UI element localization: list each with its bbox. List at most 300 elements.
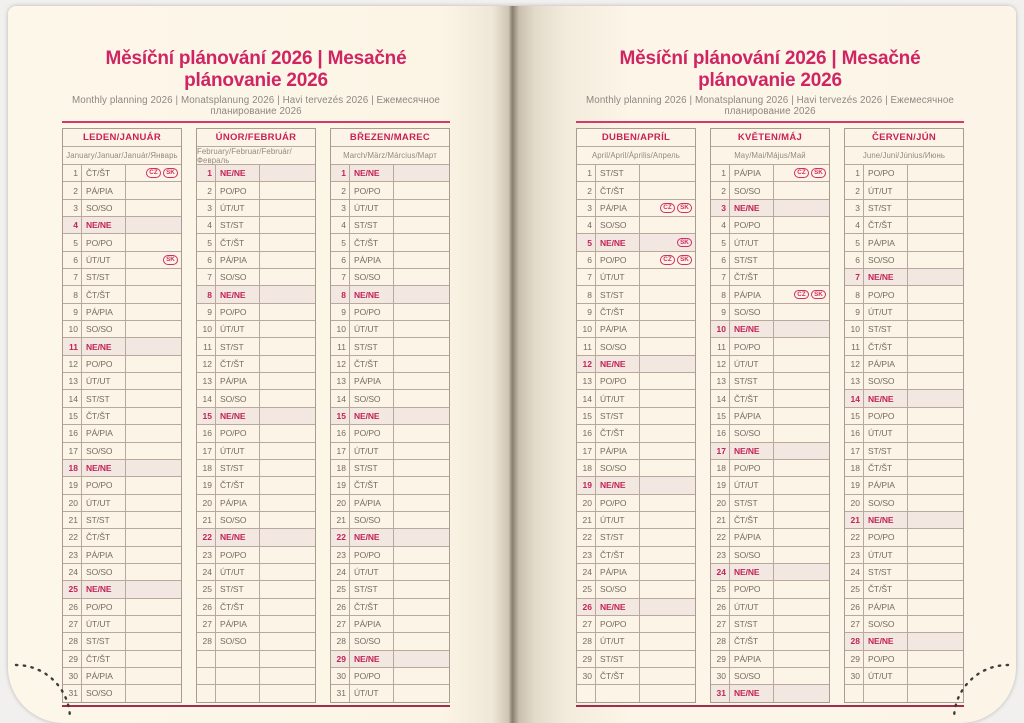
day-row (197, 164, 315, 181)
day-number-cell: 14 (711, 390, 730, 406)
day-number-cell: 28 (197, 633, 216, 649)
day-number-cell: 7 (63, 269, 82, 285)
day-number-cell: 26 (63, 599, 82, 615)
day-name-cell: ÚT/UT (216, 443, 260, 459)
day-number-cell: 25 (63, 581, 82, 597)
day-number-cell: 18 (711, 460, 730, 476)
notes-cell (126, 616, 181, 632)
day-name-cell: SO/SO (82, 200, 126, 216)
notes-cell (394, 547, 449, 563)
notes-cell (774, 338, 829, 354)
notes-cell (394, 425, 449, 441)
day-number-cell: 17 (711, 443, 730, 459)
notes-cell (126, 685, 181, 701)
notes-cell (126, 165, 181, 181)
day-name-cell: PO/PO (350, 182, 394, 198)
day-number-cell: 10 (63, 321, 82, 337)
day-number-cell: 18 (197, 460, 216, 476)
day-name-cell: ST/ST (216, 217, 260, 233)
day-number-cell: 2 (711, 182, 730, 198)
notes-cell (126, 599, 181, 615)
day-name-cell: NE/NE (864, 512, 908, 528)
notes-cell (260, 269, 315, 285)
day-number-cell (197, 651, 216, 667)
day-row (577, 372, 695, 389)
day-name-cell: SO/SO (82, 321, 126, 337)
notes-cell (126, 356, 181, 372)
day-name-cell: ÚT/UT (350, 685, 394, 701)
day-name-cell: SO/SO (730, 425, 774, 441)
book-spread (8, 6, 1016, 723)
day-row (711, 320, 829, 337)
day-name-cell: NE/NE (864, 390, 908, 406)
day-name-cell: PÁ/PIA (350, 252, 394, 268)
day-row (845, 372, 963, 389)
notes-cell (394, 390, 449, 406)
day-number-cell: 21 (197, 512, 216, 528)
day-row (711, 181, 829, 198)
day-name-cell: ST/ST (350, 338, 394, 354)
day-row (63, 233, 181, 250)
day-row (63, 667, 181, 684)
day-number-cell: 15 (577, 408, 596, 424)
notes-cell (640, 408, 695, 424)
day-number-cell: 31 (711, 685, 730, 701)
day-name-cell: SO/SO (82, 685, 126, 701)
day-number-cell: 2 (331, 182, 350, 198)
holiday-badge-cz-icon: CZ (660, 255, 675, 265)
day-name-cell: NE/NE (596, 599, 640, 615)
day-row (577, 424, 695, 441)
day-row (331, 667, 449, 684)
day-name-cell: NE/NE (730, 321, 774, 337)
left-page (8, 6, 512, 723)
notes-cell (640, 581, 695, 597)
day-row (197, 233, 315, 250)
day-row (845, 563, 963, 580)
day-name-cell: ČT/ŠT (864, 460, 908, 476)
day-name-cell: NE/NE (216, 408, 260, 424)
day-name-cell: ČT/ŠT (350, 599, 394, 615)
notes-cell (394, 165, 449, 181)
notes-cell (908, 425, 963, 441)
day-name-cell: NE/NE (730, 564, 774, 580)
notes-cell (640, 425, 695, 441)
day-number-cell: 10 (711, 321, 730, 337)
day-row (845, 442, 963, 459)
day-number-cell: 20 (331, 495, 350, 511)
notes-cell (394, 495, 449, 511)
month-header: ČERVEN/JÚN (871, 132, 937, 143)
day-number-cell: 26 (577, 599, 596, 615)
holiday-badge-sk-icon: SK (677, 255, 692, 265)
day-name-cell: ÚT/UT (82, 616, 126, 632)
day-name-cell: ČT/ŠT (350, 234, 394, 250)
day-name-cell: PO/PO (82, 477, 126, 493)
day-number-cell: 21 (331, 512, 350, 528)
notes-cell (774, 685, 829, 701)
notes-cell (394, 685, 449, 701)
day-number-cell: 12 (197, 356, 216, 372)
day-row (577, 407, 695, 424)
day-number-cell: 3 (197, 200, 216, 216)
day-row (845, 268, 963, 285)
day-name-cell: SO/SO (82, 443, 126, 459)
day-row (63, 181, 181, 198)
day-row (845, 598, 963, 615)
day-row (331, 511, 449, 528)
day-name-cell: ÚT/UT (730, 477, 774, 493)
day-row (331, 216, 449, 233)
day-row (577, 615, 695, 632)
day-number-cell: 18 (63, 460, 82, 476)
day-number-cell: 14 (331, 390, 350, 406)
bottom-rule (576, 705, 964, 708)
day-row (197, 528, 315, 545)
day-row (331, 303, 449, 320)
day-number-cell: 4 (711, 217, 730, 233)
day-row (711, 199, 829, 216)
day-row (63, 216, 181, 233)
notes-cell (908, 373, 963, 389)
page-subtitle: Monthly planning 2026 | Monatsplanung 2026 | Havi tervezés 2026 | Ежемесячное планирование 2026 (586, 95, 954, 117)
day-number-cell: 6 (197, 252, 216, 268)
notes-cell (394, 356, 449, 372)
day-number-cell: 18 (331, 460, 350, 476)
day-number-cell: 26 (845, 599, 864, 615)
notes-cell (774, 668, 829, 684)
day-row (331, 494, 449, 511)
day-number-cell: 23 (197, 547, 216, 563)
day-name-cell: ÚT/UT (730, 234, 774, 250)
day-number-cell: 26 (711, 599, 730, 615)
day-name-cell: PÁ/PIA (596, 200, 640, 216)
day-number-cell: 5 (577, 234, 596, 250)
day-number-cell: 14 (577, 390, 596, 406)
day-row (577, 598, 695, 615)
day-name-cell: NE/NE (82, 338, 126, 354)
day-row (845, 494, 963, 511)
notes-cell (394, 599, 449, 615)
day-row (63, 389, 181, 406)
day-name-cell: PO/PO (864, 286, 908, 302)
day-name-cell: ČT/ŠT (730, 633, 774, 649)
day-row (577, 632, 695, 649)
day-row (331, 563, 449, 580)
day-row (197, 632, 315, 649)
notes-cell (908, 286, 963, 302)
notes-cell (640, 616, 695, 632)
notes-cell (908, 321, 963, 337)
day-number-cell: 19 (331, 477, 350, 493)
notes-cell (908, 443, 963, 459)
notes-cell (908, 460, 963, 476)
day-name-cell: PÁ/PIA (82, 182, 126, 198)
day-name-cell: PÁ/PIA (82, 425, 126, 441)
day-row (845, 511, 963, 528)
day-number-cell: 22 (331, 529, 350, 545)
day-name-cell: PÁ/PIA (864, 599, 908, 615)
notes-cell (640, 252, 695, 268)
day-number-cell: 2 (577, 182, 596, 198)
day-row (577, 320, 695, 337)
day-name-cell: PO/PO (216, 425, 260, 441)
notes-cell (394, 321, 449, 337)
day-name-cell: NE/NE (350, 529, 394, 545)
notes-cell (394, 633, 449, 649)
notes-cell (260, 182, 315, 198)
day-name-cell: ST/ST (82, 390, 126, 406)
notes-cell (908, 234, 963, 250)
notes-cell (908, 200, 963, 216)
right-page (512, 6, 1016, 723)
day-number-cell: 31 (331, 685, 350, 701)
day-number-cell: 21 (63, 512, 82, 528)
day-row (711, 164, 829, 181)
day-number-cell: 22 (63, 529, 82, 545)
day-number-cell: 27 (331, 616, 350, 632)
day-number-cell: 6 (63, 252, 82, 268)
day-row (711, 528, 829, 545)
notes-cell (394, 477, 449, 493)
day-row (577, 667, 695, 684)
day-row (845, 528, 963, 545)
day-name-cell: PÁ/PIA (216, 495, 260, 511)
day-number-cell: 1 (197, 165, 216, 181)
day-row (197, 303, 315, 320)
day-number-cell: 28 (845, 633, 864, 649)
day-name-cell: PÁ/PIA (350, 495, 394, 511)
day-number-cell: 1 (331, 165, 350, 181)
notes-cell (908, 477, 963, 493)
notes-cell (640, 685, 695, 701)
notes-cell (774, 633, 829, 649)
day-row (845, 407, 963, 424)
day-row (711, 337, 829, 354)
day-row (331, 684, 449, 701)
day-name-cell: ÚT/UT (216, 321, 260, 337)
day-row (63, 459, 181, 476)
day-name-cell: ÚT/UT (82, 495, 126, 511)
day-number-cell: 5 (711, 234, 730, 250)
notes-cell (774, 581, 829, 597)
day-row (577, 216, 695, 233)
month-day-grid (577, 164, 695, 702)
day-row (711, 407, 829, 424)
day-row (845, 181, 963, 198)
notes-cell (126, 200, 181, 216)
day-name-cell: NE/NE (730, 443, 774, 459)
day-number-cell: 13 (577, 373, 596, 389)
month-day-grid (711, 164, 829, 702)
day-name-cell: ČT/ŠT (216, 477, 260, 493)
day-name-cell: ÚT/UT (864, 425, 908, 441)
day-number-cell: 30 (577, 668, 596, 684)
day-name-cell: ČT/ŠT (82, 651, 126, 667)
day-name-cell: PO/PO (730, 338, 774, 354)
notes-cell (260, 599, 315, 615)
day-number-cell: 6 (711, 252, 730, 268)
day-row (711, 372, 829, 389)
day-name-cell: PÁ/PIA (864, 234, 908, 250)
day-name-cell: ČT/ŠT (864, 217, 908, 233)
day-name-cell (596, 685, 640, 701)
day-number-cell: 8 (845, 286, 864, 302)
day-name-cell: ST/ST (82, 512, 126, 528)
day-number-cell: 19 (577, 477, 596, 493)
day-row (577, 511, 695, 528)
day-number-cell: 13 (197, 373, 216, 389)
day-row (577, 442, 695, 459)
day-number-cell: 7 (331, 269, 350, 285)
notes-cell (640, 286, 695, 302)
month-day-grid (331, 164, 449, 702)
day-number-cell: 4 (63, 217, 82, 233)
day-name-cell: ČT/ŠT (82, 529, 126, 545)
notes-cell (640, 373, 695, 389)
day-row (845, 233, 963, 250)
day-name-cell: PÁ/PIA (82, 547, 126, 563)
notes-cell (774, 165, 829, 181)
day-number-cell: 14 (63, 390, 82, 406)
day-number-cell: 11 (331, 338, 350, 354)
day-number-cell: 16 (63, 425, 82, 441)
month-header: LEDEN/JANUÁR (82, 132, 162, 143)
day-row (845, 199, 963, 216)
day-row (711, 563, 829, 580)
day-number-cell: 23 (577, 547, 596, 563)
day-name-cell: ST/ST (864, 564, 908, 580)
month-day-grid (845, 164, 963, 702)
day-number-cell: 5 (63, 234, 82, 250)
day-row (63, 563, 181, 580)
day-number-cell: 2 (845, 182, 864, 198)
day-name-cell: PO/PO (82, 599, 126, 615)
day-name-cell: NE/NE (350, 286, 394, 302)
day-name-cell: ST/ST (864, 321, 908, 337)
notes-cell (260, 685, 315, 701)
day-row (63, 615, 181, 632)
day-name-cell: SO/SO (350, 269, 394, 285)
month-table (196, 128, 316, 703)
day-row (845, 320, 963, 337)
day-row (711, 598, 829, 615)
day-number-cell: 27 (845, 616, 864, 632)
day-row (63, 164, 181, 181)
day-number-cell: 6 (331, 252, 350, 268)
day-name-cell: ČT/ŠT (730, 390, 774, 406)
day-row (331, 424, 449, 441)
month-languages: May/Mai/Május/Май (711, 146, 829, 164)
day-name-cell: SO/SO (216, 269, 260, 285)
day-name-cell: ÚT/UT (216, 200, 260, 216)
notes-cell (640, 443, 695, 459)
day-row (63, 476, 181, 493)
day-number-cell: 8 (711, 286, 730, 302)
notes-cell (126, 338, 181, 354)
day-name-cell: SO/SO (216, 633, 260, 649)
page-title: Měsíční plánování 2026 | Mesačné plánovanie 2026 (619, 48, 921, 91)
notes-cell (774, 182, 829, 198)
day-name-cell: ČT/ŠT (596, 547, 640, 563)
day-row (845, 424, 963, 441)
day-number-cell: 20 (197, 495, 216, 511)
day-name-cell: NE/NE (864, 269, 908, 285)
day-name-cell: ST/ST (82, 633, 126, 649)
day-row (63, 424, 181, 441)
day-number-cell: 8 (331, 286, 350, 302)
day-row (331, 407, 449, 424)
day-name-cell: ÚT/UT (216, 564, 260, 580)
day-name-cell: ČT/ŠT (730, 512, 774, 528)
day-name-cell: ČT/ŠT (730, 269, 774, 285)
day-number-cell: 10 (577, 321, 596, 337)
day-row (711, 216, 829, 233)
day-number-cell: 3 (577, 200, 596, 216)
day-number-cell: 20 (577, 495, 596, 511)
day-row (331, 285, 449, 302)
month-table (330, 128, 450, 703)
day-name-cell: PÁ/PIA (730, 286, 774, 302)
month-table (844, 128, 964, 703)
holiday-badge-cz-icon: CZ (794, 168, 809, 178)
day-name-cell: SO/SO (82, 564, 126, 580)
day-row (577, 650, 695, 667)
notes-cell (774, 651, 829, 667)
month-languages: February/Februar/Február/Февраль (197, 146, 315, 164)
day-number-cell: 2 (197, 182, 216, 198)
day-name-cell: SO/SO (350, 633, 394, 649)
day-name-cell: SO/SO (350, 390, 394, 406)
notes-cell (126, 321, 181, 337)
day-name-cell: ÚT/UT (350, 564, 394, 580)
day-name-cell: ÚT/UT (350, 443, 394, 459)
month-table (62, 128, 182, 703)
notes-cell (640, 633, 695, 649)
day-row (711, 580, 829, 597)
day-number-cell: 30 (63, 668, 82, 684)
notes-cell (394, 564, 449, 580)
notes-cell (126, 512, 181, 528)
day-row (845, 251, 963, 268)
day-number-cell: 7 (711, 269, 730, 285)
notes-cell (774, 269, 829, 285)
day-name-cell: PÁ/PIA (596, 564, 640, 580)
notes-cell (394, 200, 449, 216)
day-row (577, 303, 695, 320)
day-number-cell: 11 (63, 338, 82, 354)
notes-cell (774, 443, 829, 459)
notes-cell (640, 512, 695, 528)
day-name-cell: ST/ST (596, 408, 640, 424)
day-number-cell: 23 (845, 547, 864, 563)
day-name-cell: PO/PO (730, 217, 774, 233)
day-row (711, 303, 829, 320)
notes-cell (908, 338, 963, 354)
day-number-cell: 1 (711, 165, 730, 181)
day-number-cell: 17 (197, 443, 216, 459)
notes-cell (126, 373, 181, 389)
day-row (63, 407, 181, 424)
day-name-cell: ČT/ŠT (596, 425, 640, 441)
notes-cell (126, 217, 181, 233)
day-name-cell: PO/PO (730, 460, 774, 476)
day-row (577, 494, 695, 511)
holiday-badge-cz-icon: CZ (660, 203, 675, 213)
day-row (331, 355, 449, 372)
day-name-cell: NE/NE (216, 529, 260, 545)
day-number-cell: 8 (577, 286, 596, 302)
